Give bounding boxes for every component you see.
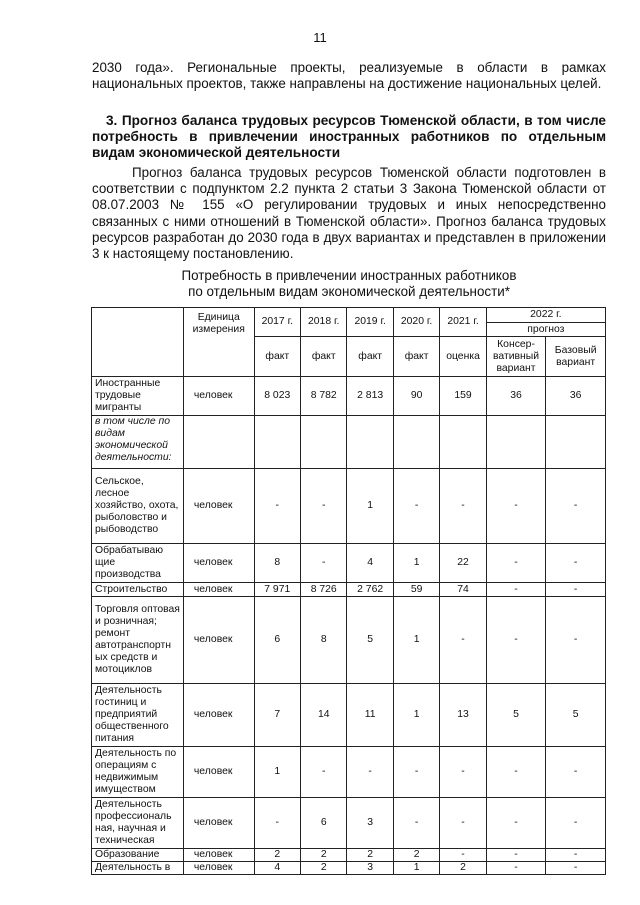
table-row	[92, 377, 606, 416]
cell-value: -	[546, 747, 606, 798]
cell-value: 22	[440, 544, 486, 583]
cell-value: 2	[301, 849, 347, 862]
cell-value: 11	[347, 684, 393, 747]
cell-value: 6	[301, 798, 347, 849]
intro-paragraph: 2030 года». Региональные проекты, реализуемые в области в рамках национальных проектов, также направлены на достижение национальных целей.	[92, 60, 606, 92]
row-unit: человек	[183, 747, 254, 798]
header-unit: Единица измерения	[183, 308, 254, 377]
section-number: 3.	[106, 113, 118, 128]
table-row	[92, 798, 606, 849]
cell-value: -	[254, 469, 300, 544]
table-title-line-2: по отдельным видам экономической деятельности*	[188, 284, 510, 299]
table-title	[92, 268, 606, 300]
row-name: Деятельность гостиниц и предприятий общественного питания	[92, 684, 184, 747]
row-unit: человек	[183, 684, 254, 747]
header-status-2020: факт	[393, 337, 439, 377]
cell-value: -	[486, 597, 546, 684]
cell-value: -	[440, 747, 486, 798]
cell-value: -	[486, 469, 546, 544]
cell-value: -	[546, 849, 606, 862]
cell-value: 90	[393, 377, 439, 416]
row-name: Деятельность в	[92, 862, 184, 875]
cell-value: 74	[440, 583, 486, 597]
cell-value	[254, 416, 300, 469]
row-name: Сельское, лесное хозяйство, охота, рыболовство и рыбоводство	[92, 469, 184, 544]
cell-value: 4	[347, 544, 393, 583]
cell-value: 2	[393, 849, 439, 862]
cell-value: 36	[486, 377, 546, 416]
row-unit: человек	[183, 798, 254, 849]
header-year-2020: 2020 г.	[393, 308, 439, 337]
cell-value: 2	[347, 849, 393, 862]
section-title: Прогноз баланса трудовых ресурсов Тюменской области, в том числе потребность в привлечении иностранных работников по отдельным видам экономической деятельности	[92, 113, 606, 161]
cell-value: 8 023	[254, 377, 300, 416]
cell-value: 1	[347, 469, 393, 544]
header-forecast-year: 2022 г.	[486, 308, 605, 323]
cell-value: -	[546, 862, 606, 875]
row-name: Деятельность профессиональ ная, научная и техническая	[92, 798, 184, 849]
section-heading	[92, 113, 606, 162]
cell-value: -	[301, 747, 347, 798]
cell-value: -	[440, 849, 486, 862]
cell-value: 5	[486, 684, 546, 747]
header-forecast-label: прогноз	[486, 323, 605, 337]
cell-value	[440, 416, 486, 469]
cell-value: 3	[347, 798, 393, 849]
cell-value: -	[486, 544, 546, 583]
row-name: Иностранные трудовые мигранты	[92, 377, 184, 416]
cell-value: -	[546, 798, 606, 849]
cell-value: -	[486, 862, 546, 875]
cell-value: -	[546, 469, 606, 544]
cell-value	[301, 416, 347, 469]
row-name: в том числе по видам экономической деятельности:	[92, 416, 184, 469]
table-row	[92, 849, 606, 862]
row-unit: человек	[183, 377, 254, 416]
cell-value: -	[440, 798, 486, 849]
cell-value: -	[486, 583, 546, 597]
table-row	[92, 747, 606, 798]
cell-value: 7 971	[254, 583, 300, 597]
cell-value: 2	[254, 849, 300, 862]
cell-value: -	[347, 747, 393, 798]
row-name: Строительство	[92, 583, 184, 597]
cell-value: -	[486, 798, 546, 849]
cell-value: 2 762	[347, 583, 393, 597]
row-unit: человек	[183, 469, 254, 544]
row-name: Торговля оптовая и розничная; ремонт автотранспортн ых средств и мотоциклов	[92, 597, 184, 684]
header-status-2018: факт	[301, 337, 347, 377]
cell-value: -	[301, 544, 347, 583]
cell-value: 8	[301, 597, 347, 684]
cell-value: 2 813	[347, 377, 393, 416]
cell-value: 159	[440, 377, 486, 416]
cell-value: -	[440, 597, 486, 684]
cell-value: 1	[393, 544, 439, 583]
header-year-2019: 2019 г.	[347, 308, 393, 337]
header-status-2021: оценка	[440, 337, 486, 377]
row-name: Образование	[92, 849, 184, 862]
row-unit: человек	[183, 862, 254, 875]
cell-value: -	[486, 849, 546, 862]
cell-value: 3	[347, 862, 393, 875]
cell-value	[486, 416, 546, 469]
cell-value: 2	[301, 862, 347, 875]
cell-value: 36	[546, 377, 606, 416]
table-row	[92, 416, 606, 469]
cell-value: -	[254, 798, 300, 849]
table-row	[92, 862, 606, 875]
row-unit: человек	[183, 544, 254, 583]
cell-value: 5	[546, 684, 606, 747]
header-row-name	[92, 308, 184, 377]
cell-value: 5	[347, 597, 393, 684]
cell-value: -	[440, 469, 486, 544]
table-row	[92, 583, 606, 597]
table-row	[92, 544, 606, 583]
cell-value: -	[546, 597, 606, 684]
cell-value: -	[301, 469, 347, 544]
cell-value: -	[393, 747, 439, 798]
header-year-2018: 2018 г.	[301, 308, 347, 337]
cell-value	[546, 416, 606, 469]
header-variant-base: Базовый вариант	[546, 337, 606, 377]
row-unit	[183, 416, 254, 469]
cell-value: 7	[254, 684, 300, 747]
table-title-line-1: Потребность в привлечении иностранных работников	[181, 268, 517, 283]
cell-value: 1	[393, 862, 439, 875]
row-name: Обрабатываю щие производства	[92, 544, 184, 583]
cell-value: 1	[254, 747, 300, 798]
cell-value: 1	[393, 684, 439, 747]
table-row	[92, 684, 606, 747]
body-paragraph: Прогноз баланса трудовых ресурсов Тюменской области подготовлен в соответствии с подпунктом 2.2 пункта 2 статьи 3 Закона Тюменской области от 08.07.2003 № 155 «О регулировании трудовых и иных непосредственно связанных с ними отношений в Тюменской области». Прогноз баланса трудовых ресурсов разработан до 2030 года в двух вариантах и представлен в приложении 3 к настоящему постановлению.	[92, 165, 606, 262]
cell-value: 13	[440, 684, 486, 747]
header-year-2017: 2017 г.	[254, 308, 300, 337]
row-unit: человек	[183, 583, 254, 597]
row-unit: человек	[183, 849, 254, 862]
foreign-workers-table	[91, 307, 606, 875]
cell-value: -	[393, 798, 439, 849]
cell-value: -	[546, 583, 606, 597]
table-row	[92, 469, 606, 544]
cell-value: 14	[301, 684, 347, 747]
cell-value: -	[393, 469, 439, 544]
cell-value: -	[546, 544, 606, 583]
cell-value: 8 726	[301, 583, 347, 597]
cell-value: 2	[440, 862, 486, 875]
cell-value: 8	[254, 544, 300, 583]
cell-value: 6	[254, 597, 300, 684]
cell-value	[347, 416, 393, 469]
cell-value: 8 782	[301, 377, 347, 416]
page-number: 11	[313, 30, 327, 45]
header-status-2017: факт	[254, 337, 300, 377]
header-variant-conservative: Консер-вативный вариант	[486, 337, 546, 377]
row-name: Деятельность по операциям с недвижимым имуществом	[92, 747, 184, 798]
header-year-2021: 2021 г.	[440, 308, 486, 337]
header-status-2019: факт	[347, 337, 393, 377]
table-row	[92, 597, 606, 684]
cell-value	[393, 416, 439, 469]
cell-value: -	[486, 747, 546, 798]
cell-value: 59	[393, 583, 439, 597]
row-unit: человек	[183, 597, 254, 684]
cell-value: 1	[393, 597, 439, 684]
cell-value: 4	[254, 862, 300, 875]
